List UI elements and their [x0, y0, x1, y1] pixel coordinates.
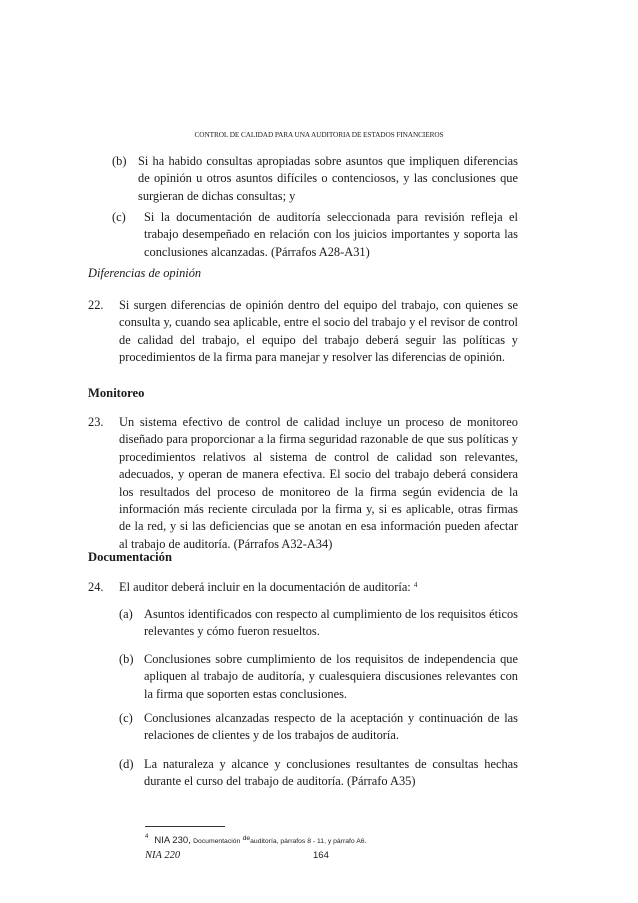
footnote-reference-4[interactable]: 4	[413, 581, 418, 589]
list-item-d-text: La naturaleza y alcance y conclusiones resultantes de consultas hechas durante el curso del trabajo de auditoría. (Párrafo A35)	[144, 757, 518, 789]
list-item-a-text: Asuntos identificados con respecto al cumplimiento de los requisitos éticos relevantes y cómo fueron resueltos.	[144, 607, 518, 639]
section-heading-monitoreo: Monitoreo	[88, 386, 145, 400]
footnote-rest: auditoría, párrafos 8 - 11, y párrafo A6.	[250, 838, 367, 845]
item-b-text: Si ha habido consultas apropiadas sobre asuntos que impliquen diferencias de opinión u otros asuntos difíciles o contenciosos, y las conclusiones que surgieran de dichas consultas; y	[138, 154, 518, 203]
item-b-label: (b)	[112, 154, 127, 168]
footnote-de: de	[242, 835, 251, 842]
footer-standard: NIA 220	[145, 850, 181, 861]
list-item-c-text: Conclusiones alcanzadas respecto de la aceptación y continuación de las relaciones de clientes y de los trabajos de auditoría.	[144, 711, 518, 743]
paragraph-24-body: El auditor deberá incluir en la documentación de auditoría:	[119, 580, 411, 594]
list-item-b-text: Conclusiones sobre cumplimiento de los requisitos de independencia que apliquen al trabajo de auditoría, y cualesquiera discusiones relevantes con la firma que soporten estas conclusiones.	[144, 652, 518, 701]
footnote-divider	[145, 826, 225, 827]
footnote-nia: NIA 230,	[154, 835, 191, 846]
footnote-number: 4	[145, 834, 149, 840]
page-header: CONTROL DE CALIDAD PARA UNA AUDITORIA DE ESTADOS FINANCIEROS	[194, 130, 444, 139]
item-c-label: (c)	[112, 210, 126, 224]
section-heading-diferencias: Diferencias de opinión	[88, 266, 202, 280]
item-c-text: Si la documentación de auditoría seleccionada para revisión refleja el trabajo desempeñado en relación con los juicios importantes y soporta las conclusiones alcanzadas. (Párrafos A28-A31)	[144, 210, 518, 259]
paragraph-24-number: 24.	[88, 580, 104, 594]
page-number: 164	[313, 850, 329, 861]
paragraph-24-text	[119, 579, 518, 596]
paragraph-22-number: 22.	[88, 298, 104, 312]
paragraph-23-text: Un sistema efectivo de control de calidad incluye un proceso de monitoreo diseñado para proporcionar a la firma seguridad razonable de que sus políticas y procedimientos relativos al sistema de control de calidad son relevantes, adecuados, y operan de manera efectiva. El socio del trabajo deberá considera los resultados del proceso de monitoreo de la firma según evidencia de la información más reciente circulada por la firma y, si es aplicable, otras firmas de la red, y si las deficiencias que se anotan en esa información pueden afectar al trabajo de auditoría. (Párrafos A32-A34)	[119, 415, 518, 551]
paragraph-23-number: 23.	[88, 415, 104, 429]
list-item-c-label: (c)	[119, 711, 133, 725]
footnote-doc: Documentación	[193, 838, 241, 845]
paragraph-22-text: Si surgen diferencias de opinión dentro del equipo del trabajo, con quienes se consulta y, cuando sea aplicable, entre el socio del trabajo y el revisor de control de calidad del trabajo, el equipo del trabajo deberá seguir las políticas y procedimientos de la firma para manejar y resolver las diferencias de opinión.	[119, 298, 518, 365]
list-item-a-label: (a)	[119, 607, 133, 621]
section-heading-documentacion: Documentación	[88, 550, 172, 564]
list-item-d-label: (d)	[119, 757, 134, 771]
footnote	[145, 835, 366, 846]
list-item-b-label: (b)	[119, 652, 134, 666]
